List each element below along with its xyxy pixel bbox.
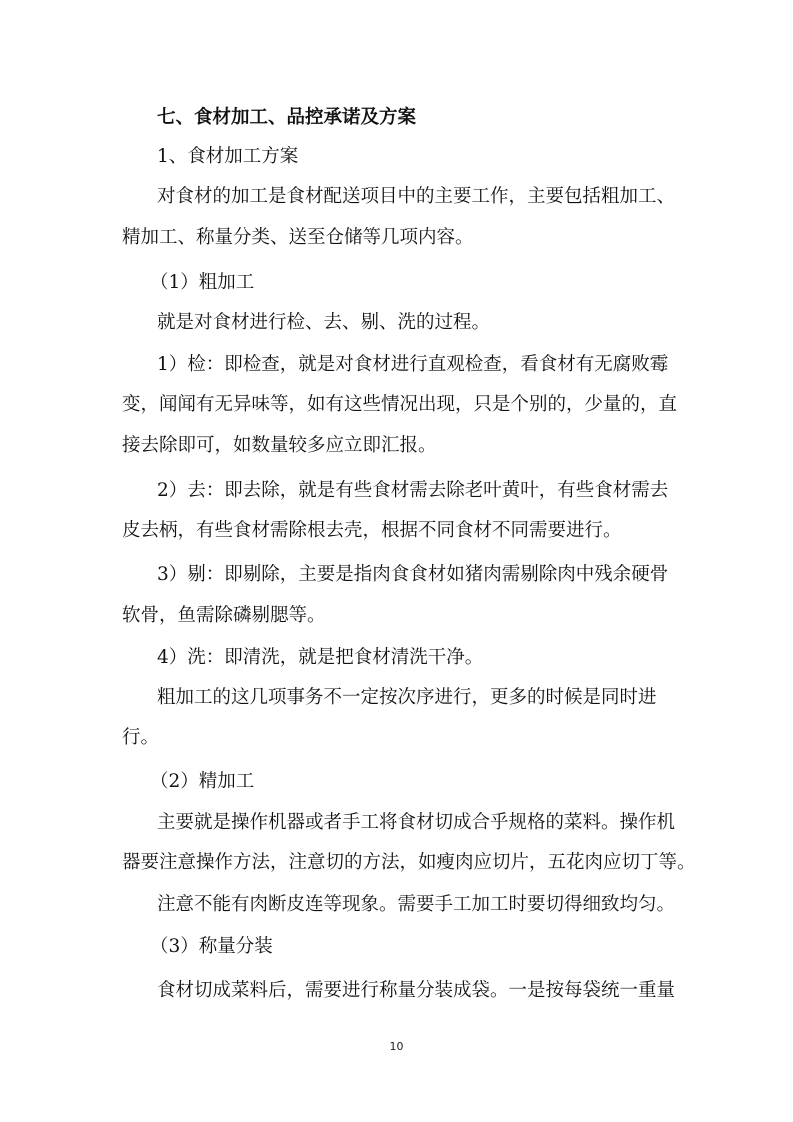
section-heading: 七、食材加工、品控承诺及方案 xyxy=(157,107,417,128)
item-heading: （3）称量分装 xyxy=(150,936,273,957)
paragraph-line: 1）检：即检查，就是对食材进行直观检查，看食材有无腐败霉 xyxy=(157,354,669,375)
paragraph-line: 精加工、称量分类、送至仓储等几项内容。 xyxy=(122,227,474,248)
paragraph-line: 粗加工的这几项事务不一定按次序进行，更多的时候是同时进 xyxy=(157,687,657,708)
paragraph-line: 4）洗：即清洗，就是把食材清洗干净。 xyxy=(157,647,484,668)
paragraph-line: 主要就是操作机器或者手工将食材切成合乎规格的菜料。操作机 xyxy=(157,812,676,833)
paragraph-line: 对食材的加工是食材配送项目中的主要工作，主要包括粗加工、 xyxy=(157,186,676,207)
paragraph-line: 食材切成菜料后，需要进行称量分装成袋。一是按每袋统一重量 xyxy=(157,980,676,1001)
paragraph-line: 行。 xyxy=(122,727,160,748)
paragraph-line: 就是对食材进行检、去、剔、洗的过程。 xyxy=(157,312,491,333)
paragraph-line: 变，闻闻有无异味等，如有这些情况出现，只是个别的，少量的，直 xyxy=(122,394,678,415)
paragraph-line: 3）剔：即剔除，主要是指肉食食材如猪肉需剔除肉中残余硬骨 xyxy=(157,564,669,585)
paragraph-line: 器要注意操作方法，注意切的方法，如瘦肉应切片，五花肉应切丁等。 xyxy=(122,852,696,873)
subsection-heading: 1、食材加工方案 xyxy=(157,146,299,167)
item-heading: （2）精加工 xyxy=(150,771,255,792)
paragraph-line: 注意不能有肉断皮连等现象。需要手工加工时要切得细致均匀。 xyxy=(157,894,676,915)
paragraph-line: 2）去：即去除，就是有些食材需去除老叶黄叶，有些食材需去 xyxy=(157,480,669,501)
page-number: 10 xyxy=(389,1040,404,1053)
paragraph-line: 接去除即可，如数量较多应立即汇报。 xyxy=(122,435,437,456)
paragraph-line: 软骨，鱼需除磷剔腮等。 xyxy=(122,605,326,626)
item-heading: （1）粗加工 xyxy=(150,272,255,293)
paragraph-line: 皮去柄，有些食材需除根去壳，根据不同食材不同需要进行。 xyxy=(122,520,622,541)
